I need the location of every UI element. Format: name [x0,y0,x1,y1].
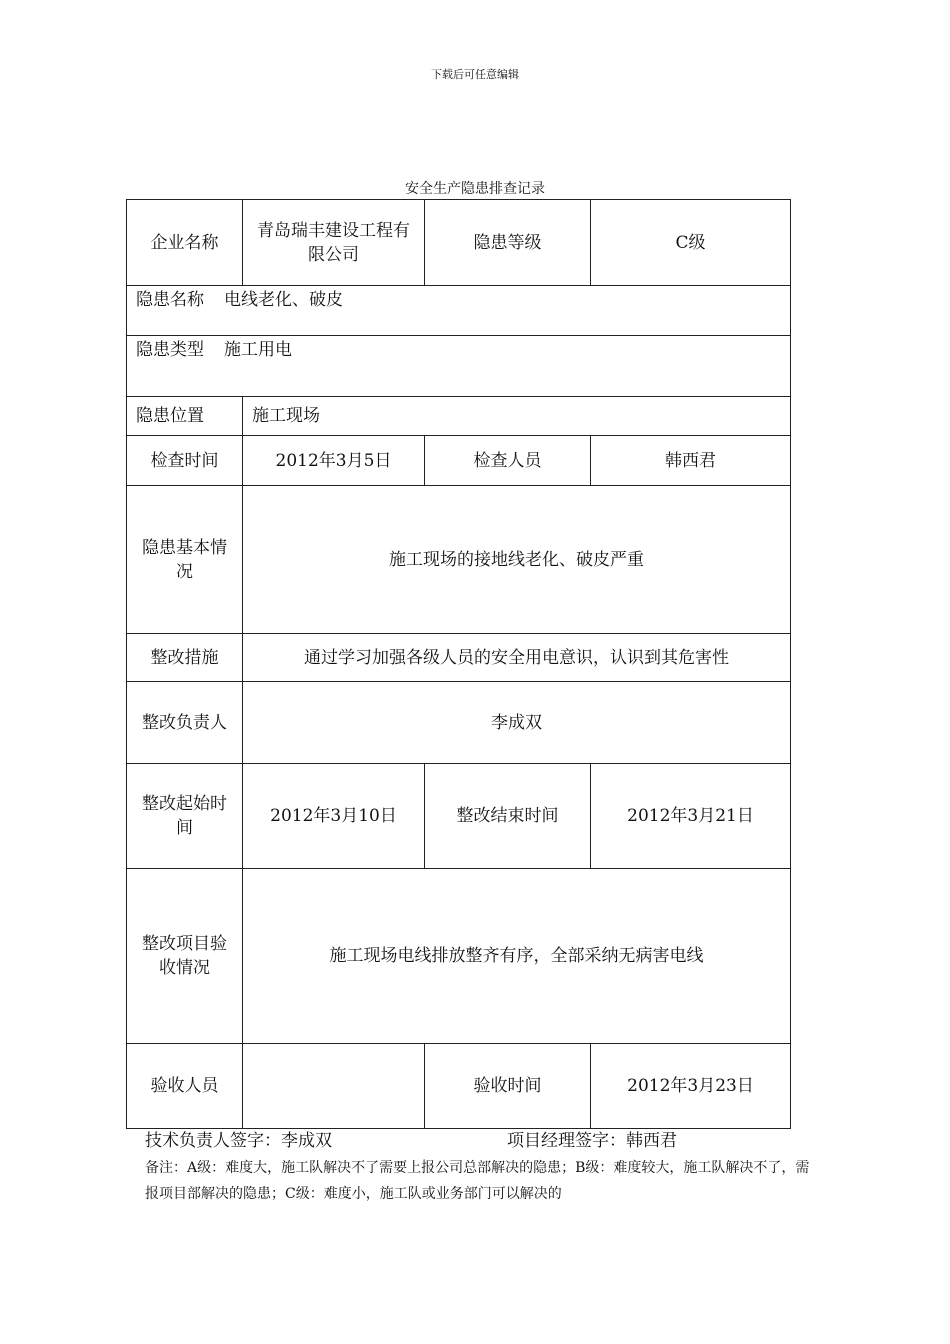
hazard-name-cell [127,286,791,336]
tech-lead-signature: 技术负责人签字：李成双 [145,1131,332,1151]
hazard-name-value: 电线老化、破皮 [224,290,343,310]
document-title: 安全生产隐患排查记录 [405,181,545,197]
hazard-name-label: 隐患名称 [136,290,204,310]
table-row [127,336,791,397]
hazard-type-label: 隐患类型 [136,340,204,360]
location-label: 隐患位置 [127,397,243,436]
location-value: 施工现场 [243,397,791,436]
measures-label: 整改措施 [127,634,243,682]
table-row [127,397,791,436]
measures-value: 通过学习加强各级人员的安全用电意识，认识到其危害性 [243,634,791,682]
acceptor-value [243,1044,425,1129]
acceptor-label: 验收人员 [127,1044,243,1129]
table-row [127,764,791,869]
table-row [127,634,791,682]
level-label: 隐患等级 [425,200,591,286]
company-label: 企业名称 [127,200,243,286]
table-row [127,1044,791,1129]
inspector-label: 检查人员 [425,436,591,486]
check-time-label: 检查时间 [127,436,243,486]
responsible-label: 整改负责人 [127,682,243,764]
level-value: C级 [591,200,791,286]
acceptance-value: 施工现场电线排放整齐有序，全部采纳无病害电线 [243,869,791,1044]
project-manager-signature: 项目经理签字：韩西君 [507,1131,677,1151]
end-time-value: 2012年3月21日 [591,764,791,869]
end-time-label: 整改结束时间 [425,764,591,869]
responsible-value: 李成双 [243,682,791,764]
hazard-record-table [126,199,791,1129]
company-value: 青岛瑞丰建设工程有限公司 [243,200,425,286]
table-row [127,869,791,1044]
table-row [127,200,791,286]
hazard-type-cell [127,336,791,397]
table-row [127,286,791,336]
header-note: 下载后可任意编辑 [431,68,519,81]
table-row [127,486,791,634]
table-row [127,682,791,764]
check-time-value: 2012年3月5日 [243,436,425,486]
situation-label: 隐患基本情况 [127,486,243,634]
inspector-value: 韩西君 [591,436,791,486]
accept-time-value: 2012年3月23日 [591,1044,791,1129]
table-row [127,436,791,486]
situation-value: 施工现场的接地线老化、破皮严重 [243,486,791,634]
start-time-value: 2012年3月10日 [243,764,425,869]
remarks-note: 备注：A级：难度大，施工队解决不了需要上报公司总部解决的隐患；B级：难度较大，施工队解决不了，需报项目部解决的隐患；C级：难度小，施工队或业务部门可以解决的 [145,1160,810,1202]
signature-line [145,1130,805,1152]
start-time-label: 整改起始时间 [127,764,243,869]
hazard-type-value: 施工用电 [224,340,292,360]
accept-time-label: 验收时间 [425,1044,591,1129]
acceptance-label: 整改项目验收情况 [127,869,243,1044]
